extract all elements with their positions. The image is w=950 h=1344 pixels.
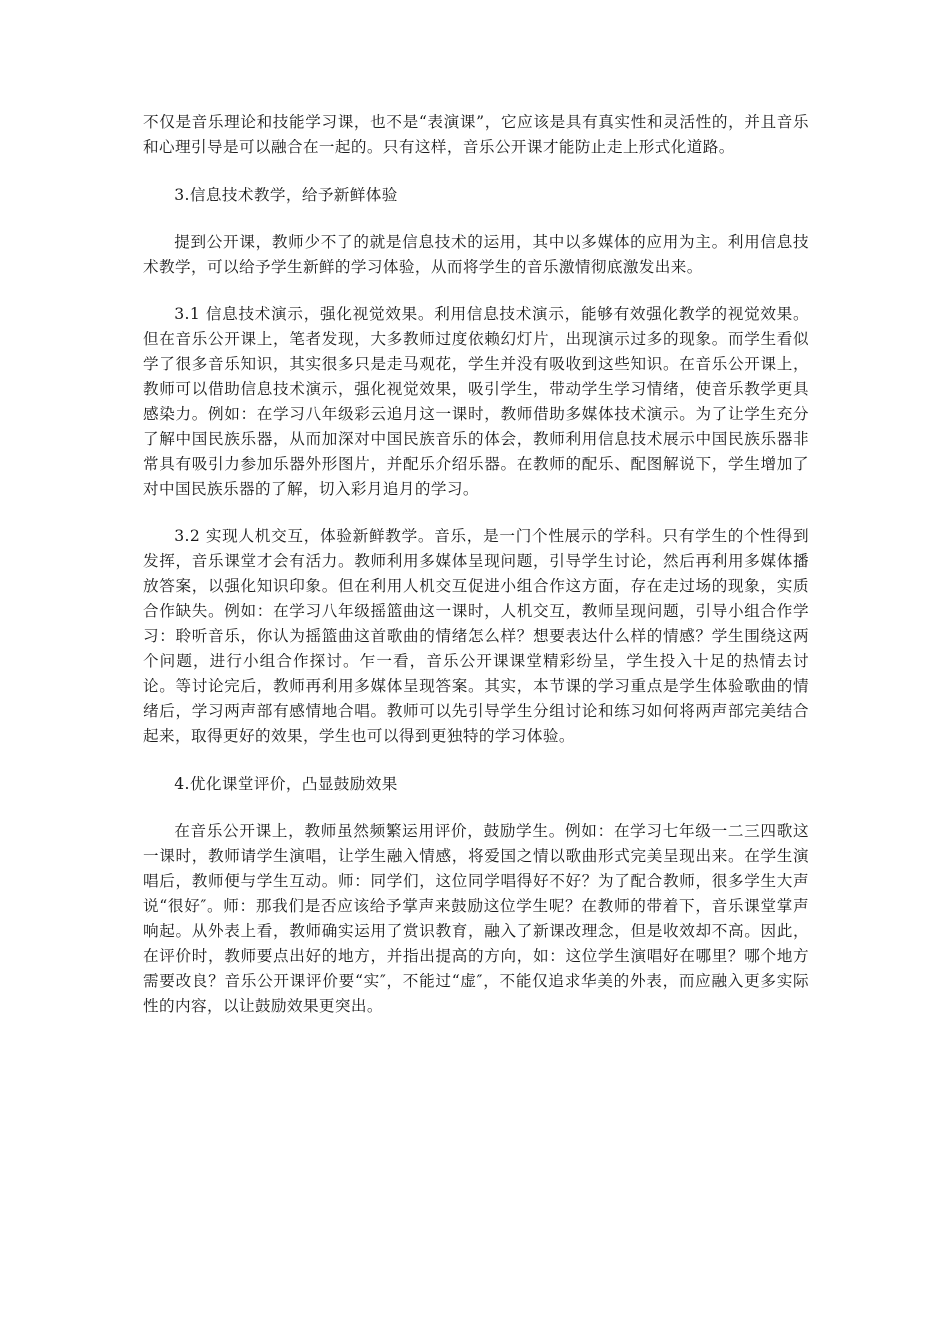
document-body [143, 110, 809, 1019]
paragraph-section-3-2: 3.2 实现人机交互，体验新鲜教学。音乐，是一门个性展示的学科。只有学生的个性得到发挥，音乐课堂才会有活力。教师利用多媒体呈现问题，引导学生讨论，然后再利用多媒体播放答案，以强化知识印象。但在利用人机交互促进小组合作这方面，存在走过场的现象，实质合作缺失。例如：在学习八年级摇篮曲这一课时，人机交互，教师呈现问题，引导小组合作学习：聆听音乐，你认为摇篮曲这首歌曲的情绪怎么样？想要表达什么样的情感？学生围绕这两个问题，进行小组合作探讨。乍一看，音乐公开课课堂精彩纷呈，学生投入十足的热情去讨论。等讨论完后，教师再利用多媒体呈现答案。其实，本节课的学习重点是学生体验歌曲的情绪后，学习两声部有感情地合唱。教师可以先引导学生分组讨论和练习如何将两声部完美结合起来，取得更好的效果，学生也可以得到更独特的学习体验。 [143, 527, 809, 745]
paragraph-section-4: 在音乐公开课上，教师虽然频繁运用评价，鼓励学生。例如：在学习七年级一二三四歌这一课时，教师请学生演唱，让学生融入情感，将爱国之情以歌曲形式完美呈现出来。在学生演唱后，教师便与学生互动。师：同学们，这位同学唱得好不好？为了配合教师，很多学生大声说“很好″。师：那我们是否应该给予掌声来鼓励这位学生呢？在教师的带着下，音乐课堂掌声响起。从外表上看，教师确实运用了赏识教育，融入了新课改理念，但是收效却不高。因此，在评价时，教师要点出好的地方，并指出提高的方向，如：这位学生演唱好在哪里？哪个地方需要改良？音乐公开课评价要“实″，不能过“虚″，不能仅追求华美的外表，而应融入更多实际性的内容，以让鼓励效果更突出。 [143, 822, 809, 1015]
section-heading-4: 4.优化课堂评价，凸显鼓励效果 [174, 775, 398, 793]
paragraph-section-3-intro: 提到公开课，教师少不了的就是信息技术的运用，其中以多媒体的应用为主。利用信息技术教学，可以给予学生新鲜的学习体验，从而将学生的音乐激情彻底激发出来。 [143, 233, 809, 276]
paragraph-section-3-1: 3.1 信息技术演示，强化视觉效果。利用信息技术演示，能够有效强化教学的视觉效果。但在音乐公开课上，笔者发现，大多教师过度依赖幻灯片，出现演示过多的现象。而学生看似学了很多音乐知识，其实很多只是走马观花，学生并没有吸收到这些知识。在音乐公开课上，教师可以借助信息技术演示，强化视觉效果，吸引学生，带动学生学习情绪，使音乐教学更具感染力。例如：在学习八年级彩云追月这一课时，教师借助多媒体技术演示。为了让学生充分了解中国民族乐器，从而加深对中国民族音乐的体会，教师利用信息技术展示中国民族乐器非常具有吸引力参加乐器外形图片，并配乐介绍乐器。在教师的配乐、配图解说下，学生增加了对中国民族乐器的了解，切入彩月追月的学习。 [143, 305, 809, 498]
section-heading-3: 3.信息技术教学，给予新鲜体验 [174, 186, 398, 204]
paragraph-continuation: 不仅是音乐理论和技能学习课，也不是“表演课”，它应该是具有真实性和灵活性的，并且音乐和心理引导是可以融合在一起的。只有这样，音乐公开课才能防止走上形式化道路。 [143, 113, 809, 156]
